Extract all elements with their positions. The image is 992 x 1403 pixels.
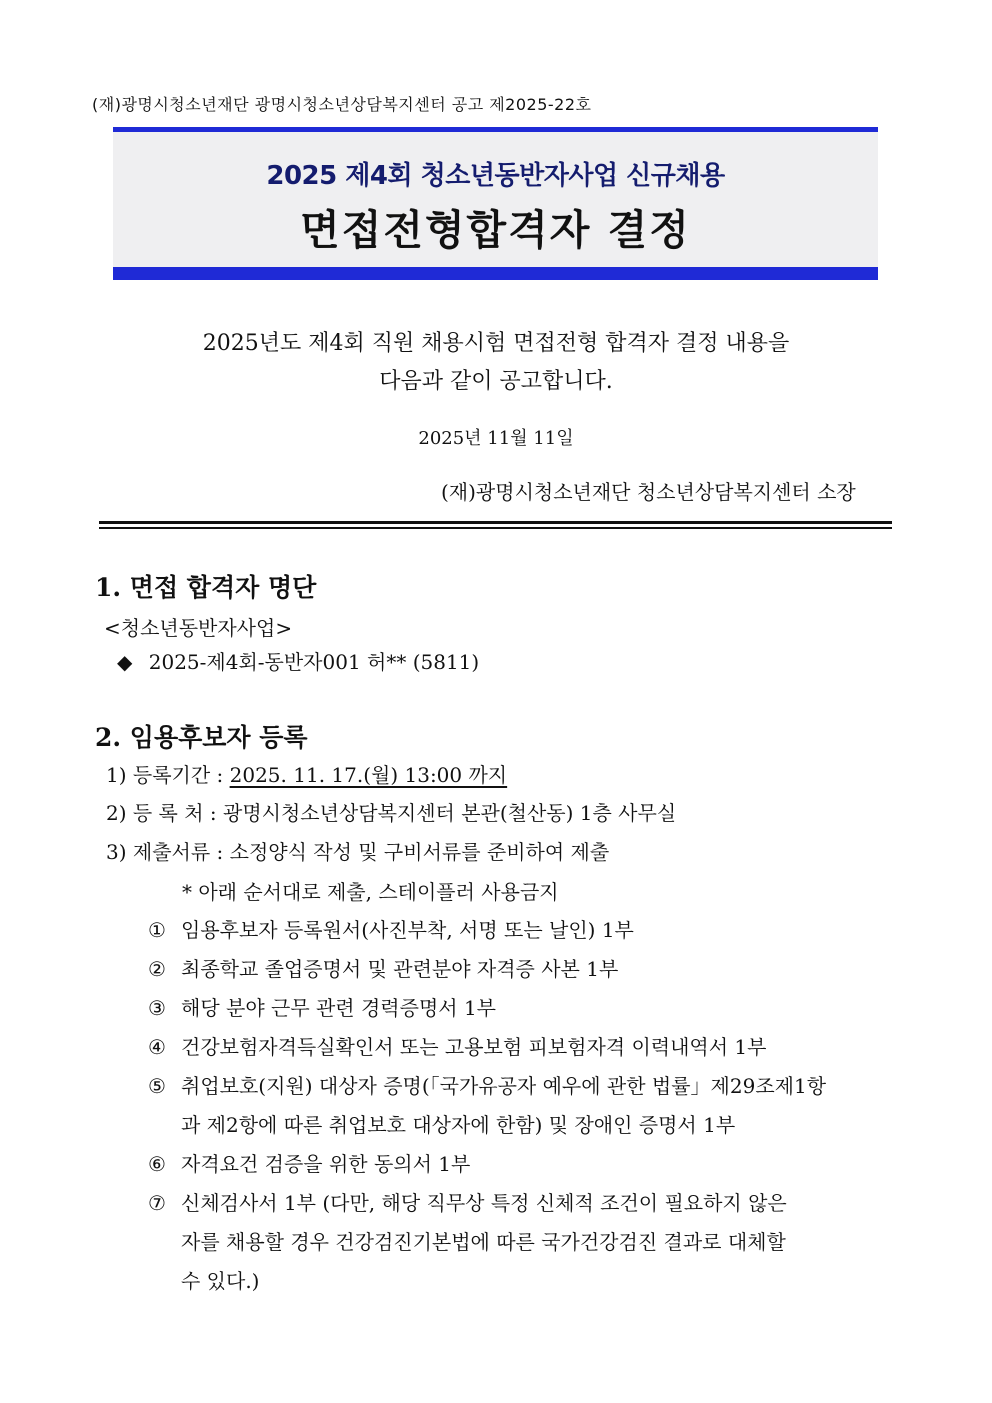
doc-item-7-continued: 자를 채용할 경우 건강검진기본법에 따른 국가건강검진 결과로 대체할 xyxy=(181,1230,786,1254)
period-label: 1) 등록기간 : xyxy=(106,763,230,787)
doc-item-5-continued: 과 제2항에 따른 취업보호 대상자에 한함) 및 장애인 증명서 1부 xyxy=(181,1113,736,1137)
doc-item-6 xyxy=(148,1148,470,1177)
item-number: ⑤ xyxy=(148,1074,166,1098)
banner-bottom-bar xyxy=(113,267,878,280)
registration-place xyxy=(106,797,676,826)
item-number: ② xyxy=(148,957,166,981)
place-label: 2) 등 록 처 : xyxy=(106,801,224,825)
banner-top-bar xyxy=(113,127,878,132)
item-number: ① xyxy=(148,918,166,942)
item-text: 자격요건 검증을 위한 동의서 1부 xyxy=(181,1152,471,1176)
required-documents xyxy=(106,836,609,865)
item-text: 최종학교 졸업증명서 및 관련분야 자격증 사본 1부 xyxy=(181,957,619,981)
doc-item-5 xyxy=(148,1070,826,1099)
registration-period xyxy=(106,759,507,788)
submission-note: * 아래 순서대로 제출, 스테이플러 사용금지 xyxy=(182,880,559,904)
doc-item-7 xyxy=(148,1187,787,1216)
doc-item-4 xyxy=(148,1031,766,1060)
notice-number: (재)광명시청소년재단 광명시청소년상담복지센터 공고 제2025-22호 xyxy=(92,95,592,114)
title-banner xyxy=(113,127,878,280)
issuer: (재)광명시청소년재단 청소년상담복지센터 소장 xyxy=(441,480,856,504)
place-value: 광명시청소년상담복지센터 본관(철산동) 1층 사무실 xyxy=(223,801,677,825)
doc-item-3 xyxy=(148,992,496,1021)
divider-thin xyxy=(99,527,892,529)
item-number: ⑦ xyxy=(148,1191,166,1215)
intro-line-2: 다음과 같이 공고합니다. xyxy=(379,369,613,394)
announcement-date: 2025년 11월 11일 xyxy=(418,428,574,449)
item-number: ④ xyxy=(148,1035,166,1059)
doc-item-2 xyxy=(148,953,618,982)
item-text: 취업보호(지원) 대상자 증명(「국가유공자 예우에 관한 법률」제29조제1항 xyxy=(181,1074,827,1098)
section1-heading: 1. 면접 합격자 명단 xyxy=(95,573,317,602)
docs-value: 소정양식 작성 및 구비서류를 준비하여 제출 xyxy=(229,840,610,864)
item-number: ③ xyxy=(148,996,166,1020)
section1-group: <청소년동반자사업> xyxy=(104,616,293,640)
section2-heading: 2. 임용후보자 등록 xyxy=(95,723,308,752)
banner-title: 면접전형합격자 결정 xyxy=(300,206,691,254)
intro-line-1: 2025년도 제4회 직원 채용시험 면접전형 합격자 결정 내용을 xyxy=(202,331,790,356)
doc-item-1 xyxy=(148,914,634,943)
doc-item-7-continued-2: 수 있다.) xyxy=(181,1269,260,1293)
item-text: 신체검사서 1부 (다만, 해당 직무상 특정 신체적 조건이 필요하지 않은 xyxy=(181,1191,787,1215)
divider-thick xyxy=(99,521,892,524)
section1-entry xyxy=(117,646,479,675)
banner-subtitle: 2025 제4회 청소년동반자사업 신규채용 xyxy=(266,161,725,191)
item-text: 임용후보자 등록원서(사진부착, 서명 또는 날인) 1부 xyxy=(181,918,634,942)
item-number: ⑥ xyxy=(148,1152,166,1176)
docs-label: 3) 제출서류 : xyxy=(106,840,230,864)
item-text: 해당 분야 근무 관련 경력증명서 1부 xyxy=(181,996,496,1020)
diamond-bullet-icon: ◆ xyxy=(117,650,133,674)
period-value: 2025. 11. 17.(월) 13:00 까지 xyxy=(229,763,508,787)
passer-entry: 2025-제4회-동반자001 허** (5811) xyxy=(148,650,480,674)
item-text: 건강보험자격득실확인서 또는 고용보험 피보험자격 이력내역서 1부 xyxy=(181,1035,767,1059)
